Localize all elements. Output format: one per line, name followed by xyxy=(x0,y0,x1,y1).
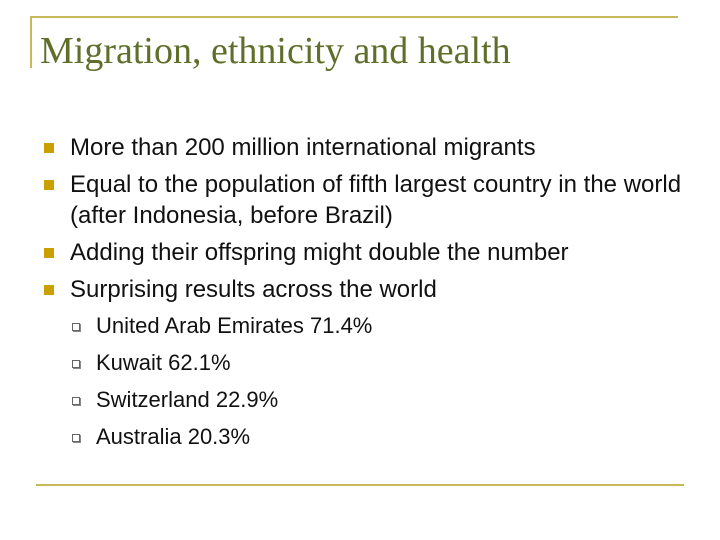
sub-bullet-text: Switzerland 22.9% xyxy=(96,387,279,412)
bullet-item xyxy=(44,132,684,163)
hollow-square-bullet-icon xyxy=(72,397,80,405)
sub-bullet-item xyxy=(44,311,684,340)
square-bullet-icon xyxy=(44,180,54,190)
square-bullet-icon xyxy=(44,248,54,258)
sub-bullet-text: Australia 20.3% xyxy=(96,424,251,449)
bullet-text: Surprising results across the world xyxy=(70,276,437,303)
square-bullet-icon xyxy=(44,143,54,153)
slide-title: Migration, ethnicity and health xyxy=(40,30,511,72)
hollow-square-bullet-icon xyxy=(72,323,80,331)
hollow-square-bullet-icon xyxy=(72,434,80,442)
sub-bullet-item xyxy=(44,422,684,451)
bullet-item xyxy=(44,274,684,305)
sub-bullet-item xyxy=(44,348,684,377)
bullet-text: More than 200 million international migrants xyxy=(70,134,536,161)
sub-bullet-text: United Arab Emirates 71.4% xyxy=(96,313,373,338)
bullet-item xyxy=(44,237,684,268)
hollow-square-bullet-icon xyxy=(72,360,80,368)
square-bullet-icon xyxy=(44,285,54,295)
sub-bullet-text: Kuwait 62.1% xyxy=(96,350,231,375)
top-divider-line xyxy=(30,16,678,18)
bottom-divider-line xyxy=(36,484,684,486)
bullet-text: Equal to the population of fifth largest country in the world (after Indonesia, before Brazil) xyxy=(70,171,682,229)
bullet-item xyxy=(44,169,684,231)
sub-bullet-item xyxy=(44,385,684,414)
bullet-list xyxy=(44,132,684,459)
bullet-text: Adding their offspring might double the number xyxy=(70,239,569,266)
left-accent-line xyxy=(30,16,32,68)
